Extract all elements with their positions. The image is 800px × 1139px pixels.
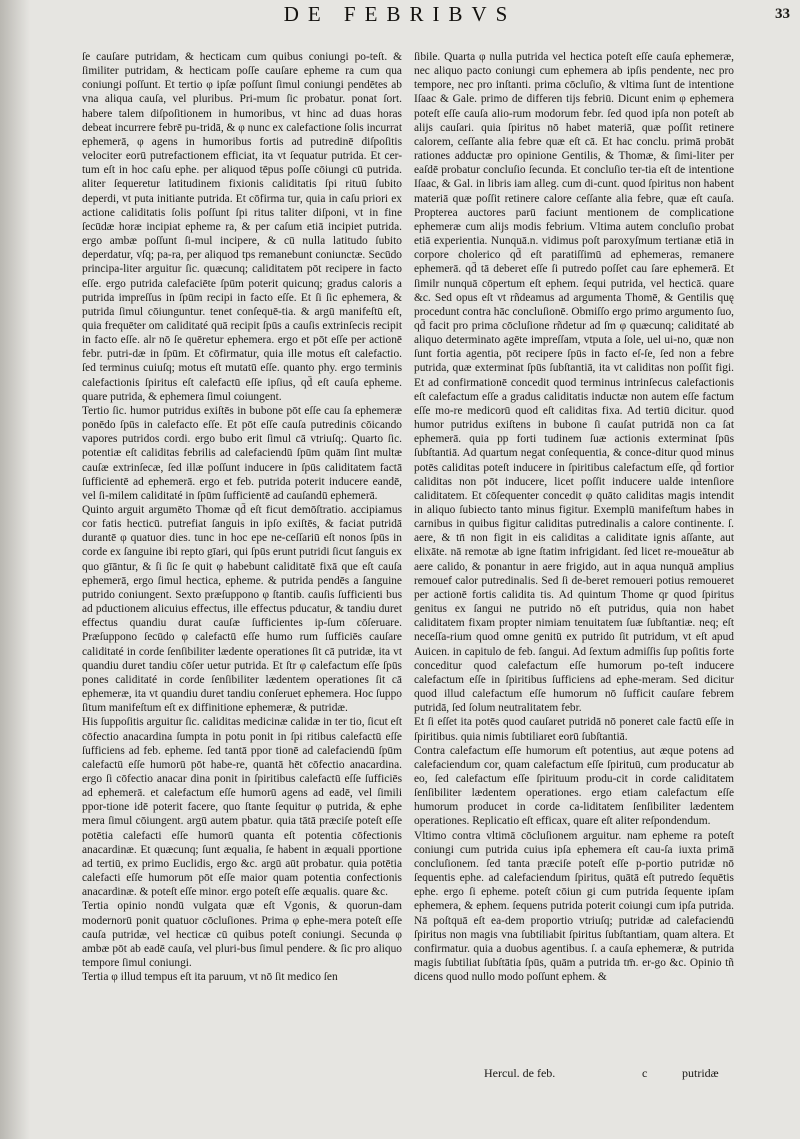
- paragraph: Et ſi eſſet ita potēs quod cauſaret putridā nō poneret cale factū eſſe in ſpiritibus. quia nimis ſubtiliaret eorū ſubſtantiā.: [414, 716, 734, 743]
- folio-number: 33: [775, 6, 790, 22]
- paragraph: Contra calefactum eſſe humorum eſt potentius, aut æque potens ad calefaciendum cor, quam calefactum eſſe ſpirituū, cum producatur ab eo, ſed calefactum eſſe ſpirituum produ-cit in corde caliditatem ſenſibiliter lædentem operationes. ergo etiam calefactum eſſe humorum producet in corde ca-liditatem ſenſibiliter lædentem operationes. Replicatio eſt efficax, quare eſt aliter reſpondendum.: [414, 744, 734, 828]
- paragraph: Tertia opinio nondū vulgata quæ eſt Vgonis, & quorun-dam modernorū ponit quatuor cōcluſiones. Prima φ ephe-mera poteſt eſſe cauſa putridæ, vel hecticæ cū quibus poteſt coniungi. Secunda φ ambæ pōt ab eadē cauſa, vel pluri-bus ſimul pendere. & ſic pro aliquo tempore ſimul coniungi.: [82, 900, 402, 969]
- paragraph: Tertio ſic. humor putridus exiſtēs in bubone pōt eſſe cau ſa ephemeræ ponēdo ſpūs in calefacto eſſe. Et pōt eſſe cauſa putredinis cōicando vapores putridos cordi. ergo bubo erit ſimul cā vtriuſq;. Quarto ſic. potentiæ eſt caliditas febrilis ad calefaciendū ſpūm quām ſint multæ cauſæ extrinſecæ, ſed illæ poſſunt inducere in ſpūs caliditatem factā ſufficientē ad ephemerā. ergo et feb. putrida poterit inducere eandē, vel ſi-milem caliditaté in ſpūm ſufficientē ad cauſandū ephemerā.: [82, 404, 402, 502]
- paragraph: ſe cauſare putridam, & hecticam cum quibus coniungi po-teſt. & ſimiliter putridam, & hecticam poſſe cauſare epheme ra cum qua coniungi poſſunt. Et tertio φ ipſæ poſſunt ſimul coniungi pendētes ab vna aliqua cauſa, vel pluribus. Pri-mum ſic probatur. ponat ſort. habere talem diſpoſitionem in humoribus, vt hinc ad duas horas debeat incurrere febrē pu-tridā, & φ nunc ex calefactione ſolis incurrat ephemerā, φ agens in humoribus fortis ad putredinē diſpoſitis velociter eorū putrefactionem efficiat, ita vt ſequatur putrida. Et cer-tum eſt in hoc caſu ephe. per aliquod tēpus poſſe cōiungi cū putrida. aliter ſequeretur latitudinem fixionis caliditatis ſpi rituū ſubito deperdi, vt puta initiante putrida. Et cōfirma tur, quia in caſu priori ex actione caliditatis ſolis poſſunt ſpi ritus taliter diſponi, vt in fine ſecūdæ horæ incipiat epheme ra, & per caſum etiā incipiet putrida. ergo ambæ poſſunt ſi-mul incipere, & cū nulla latitudo ſubito deperdatur, vſq; pa-ra, per aliquod tps remanebunt coniunctæ. Secūdo principa-liter arguitur ſic. quæcunq; caliditatem pōt recipere in facto eſſe. ergo putrida calefaciēte ſpūm poterit quicunq; gradus caloris a putrida impreſſus in ſpūm recipi in facto eſſe. Et ſi ſic ephemera, & putrida ſimul cōiunguntur. tenet conſequē-tia. & argū manifeſtū eſt, quia frequēter om caliditaté quā recipit ſpūs a cauſis extrinſecis recipit in facto eſſe. alr nō ſe quēretur ephemera. ergo et pōt eſſe per actionē febr. putri-dæ in ſpūm. Et cōfirmatur, quia ille motus eſt calefactio. ſed terminus cuiuſq; motus eſt mutatū eſſe. quanto phy. ergo terminis calefactionis ſpiritus eſt calefactū eſſe ipſius, qd̄ eſt cauſa epheme. quare putrida, & ephemera ſimul coiungent.: [82, 51, 402, 403]
- paragraph: His ſuppoſitis arguitur ſic. caliditas medicinæ calidæ in ter tio, ſicut eſt cōfectio anacardina ſumpta in potu ponit in ſpi ritibus calefactū eſſe ſufficiens ad feb. epheme. ſed tantā ppor tionē ad calefaciendū ſpūm calefactū eſſe humorū pōt habe-re, quantā hēt cōfectio anacardina. ergo ſi cōfectio anacar dina ponit in ſpiritibus calefactū eſſe ſufficiēs ad ephemerā. et calefactum eſſe humorū agens ad eadē, vel ſimili ppor-tione idē poterit facere, quo ſtante ſequitur φ putrida, & ephe mera ſimul cōiungent. argū autem pbatur. quia tātā præciſe poteſt eſſe potētia calefacti eſſe humorū quanta eſt potentia cōfectionis anacardinæ. Et quæcunq; ſunt æqualia, ſe habent in æquali pportione ad tertiū, ex primo Euclidis, ergo &c. argū aūt probatur. quia potētia calefacti eſſe humorum pōt eſſe maior quam potentia confectionis anacardinæ. & poteſt eſſe minor. ergo poteſt eſſe æqualis. quare &c.: [82, 716, 402, 899]
- footer-author: Hercul. de feb.: [484, 1066, 556, 1080]
- running-head: DE FEBRIBVS: [283, 2, 517, 26]
- signature-mark: c: [642, 1066, 648, 1080]
- catchword: putridæ: [682, 1066, 719, 1080]
- paragraph: Quinto arguit argumēto Thomæ qd̄ eſt ficut demōſtratio. accipiamus cor fatis hecticū. putrefiat ſanguis in ipſo exiſtēs, & faciat putridā durantē φ quatuor dies. tunc in hoc epe ne-ceſſariū eſt nonos ſpūs in corde ex ſanguine ibi repto gīari, qui ſpūs erunt putridi ſicut ſanguis ex quo gīāntur, & ſi ſic ſe quit φ habebunt caliditatē fixā que eſt cauſa ephemerā, ergo ſimul hectica, epheme. & putrida pendēs a ſanguine putrido coniungent. Sexto præſuppono φ ſtantib. cauſis ſufficienti bus ad pductionem alicuius effectus, ille effectus pducatur, & tandiu duret effectus quandiu durat cauſæ ſufficientes ip-ſum cōſeruare. Præſuppono ſecūdo φ calefactū eſſe humo rum ſufficiēs cauſare caliditaté in corde ſenſibiliter lædente operationes ſit cā putridæ, ita vt quandiu duret tandiu cōſer uetur putrida. Et ſtr φ calefactum eſſe ſpūs pones caliditaté in corde ſenſibiliter lædentem operationes ſit cā ephemeræ, ita vt quandiu duret tandiu conſeruet ephemera. Hoc ſuppo ſitum manifeſtum eſt ex diffinitione ephemeræ, & putridæ.: [82, 504, 402, 715]
- paragraph: Tertia φ illud tempus eſt ita paruum, vt nō ſit medico ſen: [82, 971, 338, 984]
- paragraph: ſibile. Quarta φ nulla putrida vel hectica poteſt eſſe cauſa ephemeræ, nec aliquo pacto coniungi cum ephemera ab ipſis pendente, nec pro tempore, nec pro inſtanti. prima cōcluſio, & vltima ſunt de intentione Iſaac & Gale. primo de differen tijs febriū. Dicunt enim φ ephemera poteſt eſſe cauſa alio-rum modorum febr. ſed quod ipſa non poteſt ab alijs cauſari. quia ſpiritus nō habet materiā, quæ poſſit retinere calorem, ceſſante alia febre quæ eſt cā. Et hac conclu. primā probāt rationes adductæ pro opinione Gentilis, & Thomæ, & ſimi-liter per eaſdē probatur concluſio ſecunda. Et concluſio ter-tia eſt de intentione Iſaac, & Gal. in libris iam alleg. cum di-cunt. quod ſpiritus non habent materiā quæ poſſit retinere calore ceſſante alia febre, quæ eſt cauſa. Propterea auctores parū faciunt mentionem de complicatione ephemeræ cum alijs modis febrium. Vltima autem concluſio probat etiā experientia. Nunquā.n. vidimus poſt paroxyſmum tertianæ etiā in corpore cholerico qd̄ eſt paratiſſimū ad ephemeras, remanere ephemerā. qd̄ tā deberet eſſe ſi putredo poſſet cau ſare ephemerā. Et ſimilr nunquā cōpertum eſt ephem. ſequi putrida, vel hecticā. quare &c. Sed opus eſt vt rñdeamus ad argumenta Thomē, & Gentilis quę procedunt contra hāc concluſionē. Obmiſſo ergo primo argumento ſuo, qd̄ facit pro prima cōcluſione rñdetur ad ſm φ quæcunq; caliditaté ab aliquo determinato agēte impreſſam, vtputa a ſole, uel ui-no, quæ non ſunt fortia agentia, pōt recipere ſpūs in facto eſ-ſe, ſed non a febre putrida, quæ exterminat ſpūs ſubſtantiā, ita vt caliditas non poſſit figi. Et ad confirmationē concedit quod terminus intrinſecus calefactionis eſt calefactum eſſe a gradus caliditatis inductæ non autem eſſe factum eſſe mo-re medicorū quod eſt caliditas fixa. Ad tertiū dicitur. quod humor putridus exiſtens in bubone ſi cauſat putridā non ca ſat ephemerā. quia pp forti tudinem ſuæ actionis exterminat ſpūs ſubſtantiā. Ad quartum negat conſequentia, & conce-ditur quod minus potēs caliditas poteſt inducere in ſpiritibus calefactum eſſe, qd̄ fortior caliditas non pōt inducere, licet poſſit inducere ualde intenſiore caliditatem. Et cōſequenter concedit φ quāto caliditas magis intendit in aliquo ſubiecto tanto minus figitur. Exemplū manifeſtum habes in carnibus in quibus figitur caliditas putredinalis a calore continente. ſ. aere, & tn̄ non figit in eis caliditas a caliditate ignis aſſante, aut elixāte. nā remotæ ab igne ſtatim infrigidant. ſed licet re-moueātur ab aere calido, & ponantur in aere frigido, aut in aqua nunquā amplius remouef calor putredinalis. Sed ſi de-beret remoueri potius remoueret per actionē fortis calidita tis. Ad quintum Thome qr quod ſpiritus genitus ex ſangui ne putrido nō eſt putridus, quia non habet caliditatem fixam propter nimiam tenuitatem ſuæ ſubſtantiæ. neq; eſt neceſſa-rium quod omne genitū ex putrido ſit putridum, vt eſt apud Auicen. in capitulo de feb. ſangui. Ad ſextum admiſſis ſup poſitis forte conceditur quod calefactum eſſe humorum po-teſt inducere calefactum eſſe in ſpiritibus ſufficiens ad ephe-meram. Sed dicitur quod illud calefactum eſſe humorum nō ſufficit cauſare febrem putridā, ſed ſolum neutralitatem febr.: [414, 51, 734, 715]
- right-column: [414, 50, 734, 984]
- left-column: [82, 50, 402, 984]
- gutter-shadow: [0, 0, 30, 1139]
- paragraph: Vltimo contra vltimā cōcluſionem arguitur. nam epheme ra poteſt coniungi cum putrida cuius ipſa ephemera eſt cau-ſa iuxta primā concluſionem. ſed tanta præciſe poteſt eſſe p-portio putridæ nō ſequentis ephe. ad calefaciendum ſpiritus, quātā eſt putredo ſequētis ephe. ergo ſi epheme. poteſt cōiun gi cum putrida ſequente ipſam ephemera, & ephem. ſequens putrida poterit coiungi cum ipſa putrida. Nā poſtquā eſt ea-dem proportio vtriuſq; putridæ ad calefaciendū ſpiritus non magis vna ſubtiliabit ſpiritus ſubſtantiam, quam altera. Et confirmatur. quia a duobus agentibus. ſ. a cauſa ephemeræ, & putrida magis ſubtiliat ſubſtātia ſpūs, quām a putrida tm̄. er-go &c. Opinio tñ dicens quod nullo modo poſſunt ephem. &: [414, 829, 734, 984]
